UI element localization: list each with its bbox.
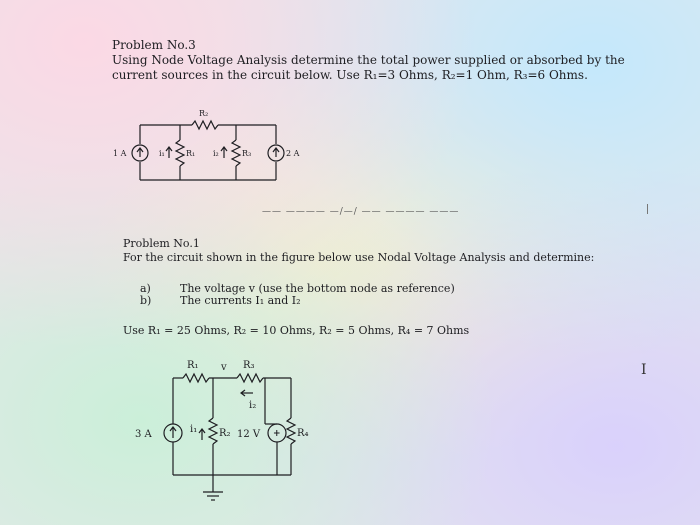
smudged-text: —— ———— —/—/ —— ———— ——— [262,207,460,217]
p1-src-voltage-label: 12 V [237,429,261,440]
problem1-line1: For the circuit shown in the figure below use Nodal Voltage Analysis and determine: [123,251,595,264]
problem3-line1: Using Node Voltage Analysis determine the total power supplied or absorbed by the [112,53,625,67]
p3-src-left-label: 1 A [113,149,127,158]
stray-mark [647,204,648,214]
item-b-text: The currents I₁ and I₂ [180,294,301,307]
p1-r3-label: R₃ [243,360,255,371]
item-a-text: The voltage v (use the bottom node as reference) [180,282,455,295]
problem1-title: Problem No.1 [123,237,200,250]
p1-i2-label: i₂ [249,400,257,411]
problem1-values: Use R₁ = 25 Ohms, R₂ = 10 Ohms, R₂ = 5 Ohms, R₄ = 7 Ohms [123,324,470,337]
p3-r1-label: R₁ [186,149,196,158]
p3-r2-label: R₂ [199,109,209,118]
p1-r1-label: R₁ [187,360,199,371]
p1-r2-label: R₂ [219,428,231,439]
p1-v-label: v [221,362,227,373]
p1-r4-label: R₄ [297,428,309,439]
problem3-circuit-diagram [100,100,320,190]
text-cursor-icon: I [641,362,647,378]
problem1-item-b [140,294,301,307]
p1-vs-plus: + [273,429,281,439]
p3-r3-label: R₃ [242,149,252,158]
p1-src-current-label: 3 A [135,429,152,440]
p3-i1-label: i₁ [159,149,165,158]
problem3-title: Problem No.3 [112,38,196,52]
p1-i1-label: i₁ [190,424,198,435]
problem1-circuit-diagram [125,350,335,510]
p3-i2-label: i₂ [213,149,219,158]
item-a-label: a) [140,282,151,295]
item-b-label: b) [140,294,152,307]
p3-src-right-label: 2 A [286,149,300,158]
problem3-line2: current sources in the circuit below. Use R₁=3 Ohms, R₂=1 Ohm, R₃=6 Ohms. [112,68,588,82]
